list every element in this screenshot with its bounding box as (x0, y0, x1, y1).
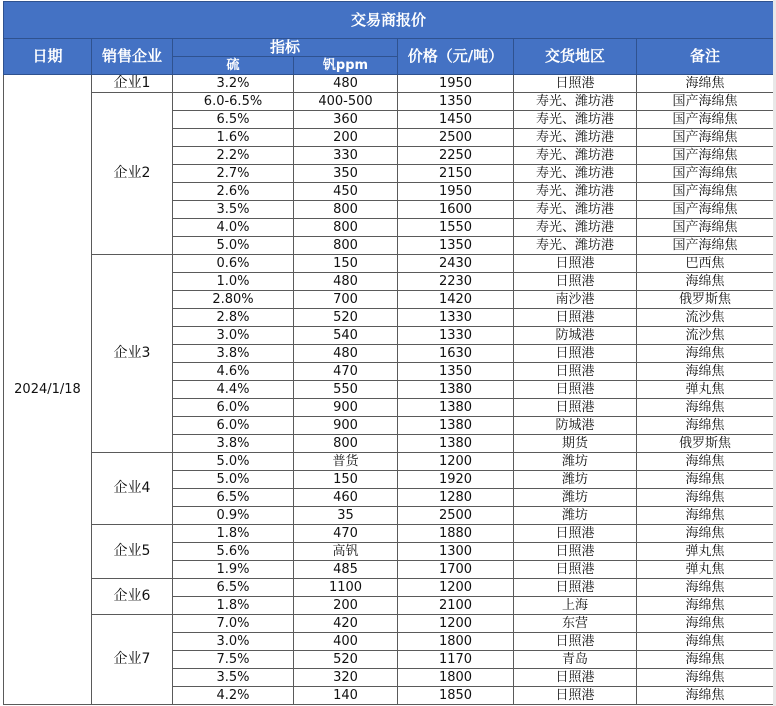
vanadium-cell[interactable]: 480 (294, 75, 398, 93)
sulfur-cell[interactable]: 2.7% (173, 165, 294, 183)
vanadium-cell[interactable]: 900 (294, 399, 398, 417)
price-cell[interactable]: 1880 (398, 525, 514, 543)
vanadium-cell[interactable]: 900 (294, 417, 398, 435)
price-cell[interactable]: 1450 (398, 111, 514, 129)
region-cell[interactable]: 寿光、潍坊港 (514, 219, 637, 237)
vanadium-cell[interactable]: 800 (294, 219, 398, 237)
vanadium-cell[interactable]: 1100 (294, 579, 398, 597)
header-price: 价格（元/吨） (398, 39, 514, 75)
note-cell[interactable]: 海绵焦 (637, 489, 774, 507)
price-cell[interactable]: 1200 (398, 615, 514, 633)
price-cell[interactable]: 1380 (398, 399, 514, 417)
region-cell[interactable]: 日照港 (514, 345, 637, 363)
company-cell[interactable]: 企业6 (92, 579, 173, 615)
sulfur-cell[interactable]: 2.80% (173, 291, 294, 309)
vanadium-cell[interactable]: 150 (294, 255, 398, 273)
region-cell[interactable]: 日照港 (514, 399, 637, 417)
region-cell[interactable]: 日照港 (514, 381, 637, 399)
company-cell[interactable]: 企业1 (92, 75, 173, 93)
sulfur-cell[interactable]: 4.6% (173, 363, 294, 381)
region-cell[interactable]: 寿光、潍坊港 (514, 93, 637, 111)
date-cell[interactable]: 2024/1/18 (4, 75, 92, 705)
note-cell[interactable]: 俄罗斯焦 (637, 435, 774, 453)
vanadium-cell[interactable]: 200 (294, 129, 398, 147)
price-cell[interactable]: 1380 (398, 381, 514, 399)
sulfur-cell[interactable]: 6.5% (173, 489, 294, 507)
vanadium-cell[interactable]: 700 (294, 291, 398, 309)
note-cell[interactable]: 国产海绵焦 (637, 237, 774, 255)
note-cell[interactable]: 海绵焦 (637, 273, 774, 291)
price-cell[interactable]: 1170 (398, 651, 514, 669)
company-cell[interactable]: 企业7 (92, 615, 173, 705)
region-cell[interactable]: 寿光、潍坊港 (514, 147, 637, 165)
company-cell[interactable]: 企业5 (92, 525, 173, 579)
note-cell[interactable]: 俄罗斯焦 (637, 291, 774, 309)
price-cell[interactable]: 2500 (398, 129, 514, 147)
region-cell[interactable]: 日照港 (514, 579, 637, 597)
note-cell[interactable]: 国产海绵焦 (637, 147, 774, 165)
vanadium-cell[interactable]: 140 (294, 687, 398, 705)
price-cell[interactable]: 2430 (398, 255, 514, 273)
region-cell[interactable]: 日照港 (514, 561, 637, 579)
note-cell[interactable]: 海绵焦 (637, 363, 774, 381)
region-cell[interactable]: 上海 (514, 597, 637, 615)
header-sulfur: 硫 (173, 57, 294, 75)
sulfur-cell[interactable]: 5.0% (173, 237, 294, 255)
note-cell[interactable]: 弹丸焦 (637, 543, 774, 561)
region-cell[interactable]: 日照港 (514, 687, 637, 705)
price-cell[interactable]: 1350 (398, 237, 514, 255)
sulfur-cell[interactable]: 6.5% (173, 579, 294, 597)
note-cell[interactable]: 海绵焦 (637, 453, 774, 471)
company-cell[interactable]: 企业2 (92, 93, 173, 255)
price-cell[interactable]: 1850 (398, 687, 514, 705)
region-cell[interactable]: 日照港 (514, 255, 637, 273)
table-row (4, 255, 774, 273)
note-cell[interactable]: 海绵焦 (637, 399, 774, 417)
sulfur-cell[interactable]: 1.6% (173, 129, 294, 147)
sulfur-cell[interactable]: 6.0-6.5% (173, 93, 294, 111)
price-cell[interactable]: 2500 (398, 507, 514, 525)
vanadium-cell[interactable]: 350 (294, 165, 398, 183)
sulfur-cell[interactable]: 6.0% (173, 417, 294, 435)
vanadium-cell[interactable]: 330 (294, 147, 398, 165)
region-cell[interactable]: 东营 (514, 615, 637, 633)
sulfur-cell[interactable]: 1.8% (173, 597, 294, 615)
header-company: 销售企业 (92, 39, 173, 75)
vanadium-cell[interactable]: 520 (294, 651, 398, 669)
sulfur-cell[interactable]: 3.2% (173, 75, 294, 93)
price-cell[interactable]: 1420 (398, 291, 514, 309)
vanadium-cell[interactable]: 485 (294, 561, 398, 579)
sulfur-cell[interactable]: 6.0% (173, 399, 294, 417)
price-cell[interactable]: 1950 (398, 183, 514, 201)
region-cell[interactable]: 防城港 (514, 327, 637, 345)
header-note: 备注 (637, 39, 774, 75)
price-cell[interactable]: 1700 (398, 561, 514, 579)
region-cell[interactable]: 日照港 (514, 363, 637, 381)
price-cell[interactable]: 1200 (398, 579, 514, 597)
table-row (4, 579, 774, 597)
sulfur-cell[interactable]: 3.0% (173, 327, 294, 345)
region-cell[interactable]: 潍坊 (514, 471, 637, 489)
note-cell[interactable]: 国产海绵焦 (637, 93, 774, 111)
sulfur-cell[interactable]: 4.4% (173, 381, 294, 399)
price-cell[interactable]: 2250 (398, 147, 514, 165)
vanadium-cell[interactable]: 320 (294, 669, 398, 687)
note-cell[interactable]: 海绵焦 (637, 615, 774, 633)
note-cell[interactable]: 巴西焦 (637, 255, 774, 273)
note-cell[interactable]: 国产海绵焦 (637, 165, 774, 183)
sulfur-cell[interactable]: 6.5% (173, 111, 294, 129)
sulfur-cell[interactable]: 7.5% (173, 651, 294, 669)
sulfur-cell[interactable]: 2.6% (173, 183, 294, 201)
note-cell[interactable]: 弹丸焦 (637, 561, 774, 579)
sulfur-cell[interactable]: 1.0% (173, 273, 294, 291)
sulfur-cell[interactable]: 0.9% (173, 507, 294, 525)
header-date: 日期 (4, 39, 92, 75)
note-cell[interactable]: 国产海绵焦 (637, 183, 774, 201)
note-cell[interactable]: 海绵焦 (637, 525, 774, 543)
note-cell[interactable]: 流沙焦 (637, 309, 774, 327)
company-cell[interactable]: 企业4 (92, 453, 173, 525)
vanadium-cell[interactable]: 470 (294, 525, 398, 543)
note-cell[interactable]: 海绵焦 (637, 75, 774, 93)
region-cell[interactable]: 寿光、潍坊港 (514, 201, 637, 219)
price-cell[interactable]: 1350 (398, 93, 514, 111)
header-region: 交货地区 (514, 39, 637, 75)
region-cell[interactable]: 潍坊 (514, 489, 637, 507)
sulfur-cell[interactable]: 7.0% (173, 615, 294, 633)
note-cell[interactable]: 国产海绵焦 (637, 201, 774, 219)
region-cell[interactable]: 日照港 (514, 309, 637, 327)
sulfur-cell[interactable]: 5.0% (173, 471, 294, 489)
vanadium-cell[interactable]: 150 (294, 471, 398, 489)
vanadium-cell[interactable]: 480 (294, 345, 398, 363)
note-cell[interactable]: 海绵焦 (637, 507, 774, 525)
region-cell[interactable]: 南沙港 (514, 291, 637, 309)
price-cell[interactable]: 1600 (398, 201, 514, 219)
header-vanadium: 钒ppm (294, 57, 398, 75)
region-cell[interactable]: 寿光、潍坊港 (514, 237, 637, 255)
vanadium-cell[interactable]: 800 (294, 435, 398, 453)
header-indicator: 指标 (173, 39, 398, 57)
note-cell[interactable]: 海绵焦 (637, 597, 774, 615)
region-cell[interactable]: 日照港 (514, 273, 637, 291)
price-cell[interactable]: 2150 (398, 165, 514, 183)
price-cell[interactable]: 1280 (398, 489, 514, 507)
note-cell[interactable]: 海绵焦 (637, 687, 774, 705)
vanadium-cell[interactable]: 420 (294, 615, 398, 633)
region-cell[interactable]: 防城港 (514, 417, 637, 435)
sulfur-cell[interactable]: 2.8% (173, 309, 294, 327)
vanadium-cell[interactable]: 35 (294, 507, 398, 525)
region-cell[interactable]: 寿光、潍坊港 (514, 165, 637, 183)
sulfur-cell[interactable]: 5.6% (173, 543, 294, 561)
vanadium-cell[interactable]: 普货 (294, 453, 398, 471)
price-cell[interactable]: 1950 (398, 75, 514, 93)
sulfur-cell[interactable]: 3.0% (173, 633, 294, 651)
price-cell[interactable]: 1380 (398, 435, 514, 453)
sulfur-cell[interactable]: 4.0% (173, 219, 294, 237)
vanadium-cell[interactable]: 550 (294, 381, 398, 399)
vanadium-cell[interactable]: 800 (294, 201, 398, 219)
sulfur-cell[interactable]: 5.0% (173, 453, 294, 471)
region-cell[interactable]: 寿光、潍坊港 (514, 111, 637, 129)
vanadium-cell[interactable]: 540 (294, 327, 398, 345)
sulfur-cell[interactable]: 2.2% (173, 147, 294, 165)
vanadium-cell[interactable]: 450 (294, 183, 398, 201)
region-cell[interactable]: 日照港 (514, 75, 637, 93)
vanadium-cell[interactable]: 520 (294, 309, 398, 327)
region-cell[interactable]: 日照港 (514, 543, 637, 561)
vanadium-cell[interactable]: 470 (294, 363, 398, 381)
region-cell[interactable]: 日照港 (514, 633, 637, 651)
note-cell[interactable]: 海绵焦 (637, 345, 774, 363)
sulfur-cell[interactable]: 3.8% (173, 435, 294, 453)
sulfur-cell[interactable]: 1.8% (173, 525, 294, 543)
vanadium-cell[interactable]: 480 (294, 273, 398, 291)
table-row (4, 75, 774, 93)
price-cell[interactable]: 1630 (398, 345, 514, 363)
region-cell[interactable]: 日照港 (514, 525, 637, 543)
note-cell[interactable]: 海绵焦 (637, 579, 774, 597)
table-row (4, 453, 774, 471)
table-row (4, 93, 774, 111)
note-cell[interactable]: 流沙焦 (637, 327, 774, 345)
price-cell[interactable]: 1300 (398, 543, 514, 561)
vanadium-cell[interactable]: 400-500 (294, 93, 398, 111)
price-cell[interactable]: 1330 (398, 327, 514, 345)
note-cell[interactable]: 海绵焦 (637, 651, 774, 669)
note-cell[interactable]: 海绵焦 (637, 471, 774, 489)
region-cell[interactable]: 寿光、潍坊港 (514, 183, 637, 201)
price-cell[interactable]: 1800 (398, 669, 514, 687)
vanadium-cell[interactable]: 400 (294, 633, 398, 651)
vanadium-cell[interactable]: 360 (294, 111, 398, 129)
note-cell[interactable]: 海绵焦 (637, 417, 774, 435)
price-cell[interactable]: 1330 (398, 309, 514, 327)
table-row (4, 615, 774, 633)
price-cell[interactable]: 1920 (398, 471, 514, 489)
region-cell[interactable]: 青岛 (514, 651, 637, 669)
price-cell[interactable]: 1550 (398, 219, 514, 237)
sulfur-cell[interactable]: 3.5% (173, 201, 294, 219)
region-cell[interactable]: 寿光、潍坊港 (514, 129, 637, 147)
note-cell[interactable]: 弹丸焦 (637, 381, 774, 399)
sulfur-cell[interactable]: 3.8% (173, 345, 294, 363)
note-cell[interactable]: 国产海绵焦 (637, 219, 774, 237)
vanadium-cell[interactable]: 460 (294, 489, 398, 507)
price-cell[interactable]: 1800 (398, 633, 514, 651)
region-cell[interactable]: 潍坊 (514, 453, 637, 471)
quote-table (3, 1, 774, 705)
vanadium-cell[interactable]: 800 (294, 237, 398, 255)
sulfur-cell[interactable]: 1.9% (173, 561, 294, 579)
note-cell[interactable]: 国产海绵焦 (637, 129, 774, 147)
region-cell[interactable]: 潍坊 (514, 507, 637, 525)
price-cell[interactable]: 1200 (398, 453, 514, 471)
company-cell[interactable]: 企业3 (92, 255, 173, 453)
price-cell[interactable]: 1350 (398, 363, 514, 381)
note-cell[interactable]: 国产海绵焦 (637, 111, 774, 129)
sulfur-cell[interactable]: 4.2% (173, 687, 294, 705)
note-cell[interactable]: 海绵焦 (637, 669, 774, 687)
table-title: 交易商报价 (4, 2, 774, 39)
vanadium-cell[interactable]: 高钒 (294, 543, 398, 561)
vanadium-cell[interactable]: 200 (294, 597, 398, 615)
price-cell[interactable]: 2100 (398, 597, 514, 615)
sulfur-cell[interactable]: 0.6% (173, 255, 294, 273)
region-cell[interactable]: 期货 (514, 435, 637, 453)
price-cell[interactable]: 2230 (398, 273, 514, 291)
sulfur-cell[interactable]: 3.5% (173, 669, 294, 687)
price-cell[interactable]: 1380 (398, 417, 514, 435)
table-row (4, 525, 774, 543)
region-cell[interactable]: 日照港 (514, 669, 637, 687)
note-cell[interactable]: 海绵焦 (637, 633, 774, 651)
